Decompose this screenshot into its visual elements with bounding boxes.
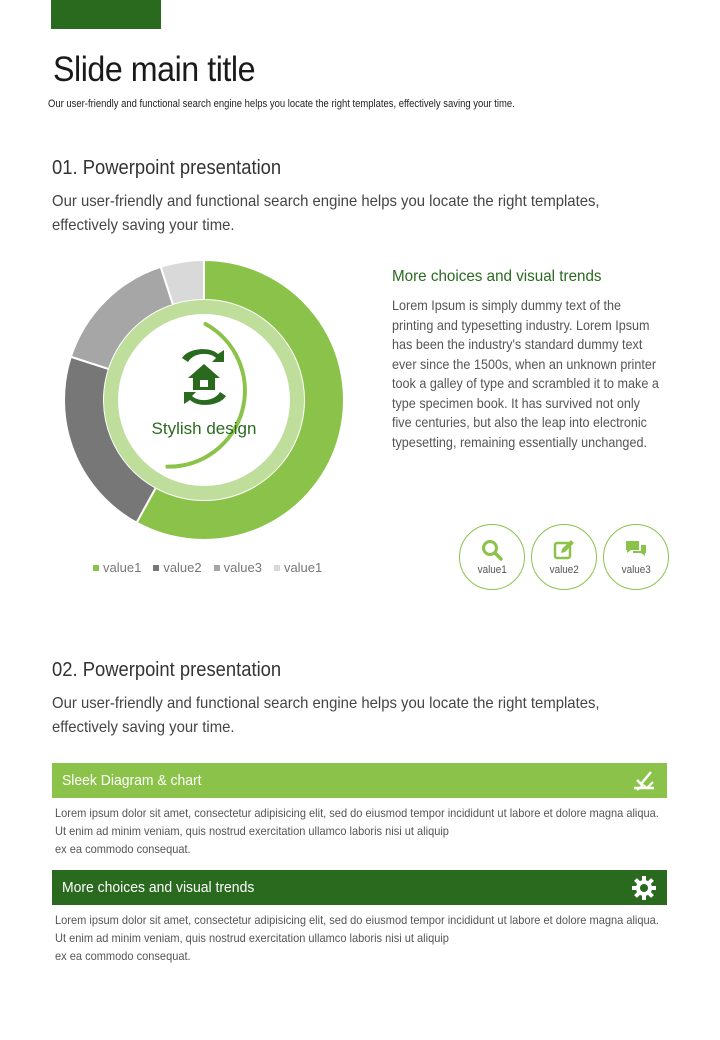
band-sleek-diagram-text bbox=[55, 804, 659, 858]
side-title: More choices and visual trends bbox=[392, 268, 602, 285]
value2-button[interactable] bbox=[531, 524, 597, 590]
text-line: Lorem ipsum dolor sit amet, consectetur adipisicing elit, sed do eiusmod tempor incididunt ut labore et dolore magna aliqua. bbox=[55, 806, 659, 820]
text-line: Ut enim ad minim veniam, quis nostrud exercitation ullamco laboris nisi ut aliquip bbox=[55, 931, 449, 945]
value1-button[interactable] bbox=[459, 524, 525, 590]
chart-check-icon bbox=[631, 768, 657, 794]
side-body-text: Lorem Ipsum is simply dummy text of the printing and typesetting industry. Lorem Ipsum has been the industry's standard dummy text ever since the 1500s, when an unknown printer took a galley of type and scrambled it to make a type specimen book. It has survived not only five centuries, but also the leap into electronic typesetting, remaining essentially unchanged. bbox=[392, 297, 659, 450]
legend-label: value3 bbox=[223, 560, 262, 575]
legend-swatch bbox=[93, 565, 99, 571]
band-more-choices bbox=[52, 870, 667, 905]
search-icon bbox=[480, 538, 504, 562]
chart-legend bbox=[93, 560, 322, 575]
band-more-choices-text bbox=[55, 911, 659, 965]
text-line: ex ea commodo consequat. bbox=[55, 949, 191, 963]
value3-button[interactable] bbox=[603, 524, 669, 590]
donut-chart bbox=[62, 258, 346, 542]
legend-label: value1 bbox=[283, 560, 323, 575]
section2-title: 02. Powerpoint presentation bbox=[52, 659, 282, 681]
section1-description: Our user-friendly and functional search engine helps you locate the right templates, effectively saving your time. bbox=[52, 193, 600, 234]
legend-label: value2 bbox=[163, 560, 202, 575]
chat-icon bbox=[624, 538, 648, 562]
legend-swatch bbox=[153, 565, 159, 571]
edit-icon bbox=[552, 538, 576, 562]
section2-description: Our user-friendly and functional search engine helps you locate the right templates, effectively saving your time. bbox=[52, 695, 600, 736]
value3-button-label: value3 bbox=[621, 564, 651, 576]
band-sleek-diagram bbox=[52, 763, 667, 798]
text-line: ex ea commodo consequat. bbox=[55, 842, 191, 856]
legend-item bbox=[93, 560, 141, 575]
header-accent-bar bbox=[51, 0, 161, 29]
page-title: Slide main title bbox=[53, 50, 256, 89]
legend-item bbox=[153, 560, 201, 575]
legend-label: value1 bbox=[103, 560, 142, 575]
value2-button-label: value2 bbox=[549, 564, 579, 576]
legend-item bbox=[274, 560, 322, 575]
legend-swatch bbox=[214, 565, 220, 571]
band-more-choices-label: More choices and visual trends bbox=[62, 879, 255, 896]
page-subtitle: Our user-friendly and functional search engine helps you locate the right templates, effectively saving your time. bbox=[48, 98, 515, 110]
text-line: Lorem ipsum dolor sit amet, consectetur adipisicing elit, sed do eiusmod tempor incididunt ut labore et dolore magna aliqua. bbox=[55, 913, 659, 927]
text-line: Ut enim ad minim veniam, quis nostrud exercitation ullamco laboris nisi ut aliquip bbox=[55, 824, 449, 838]
band-sleek-diagram-label: Sleek Diagram & chart bbox=[62, 772, 202, 789]
legend-swatch bbox=[274, 565, 280, 571]
legend-item bbox=[214, 560, 262, 575]
gear-icon bbox=[631, 875, 657, 901]
donut-center-label: Stylish design bbox=[151, 419, 257, 438]
value1-button-label: value1 bbox=[477, 564, 507, 576]
section1-title: 01. Powerpoint presentation bbox=[52, 157, 282, 179]
